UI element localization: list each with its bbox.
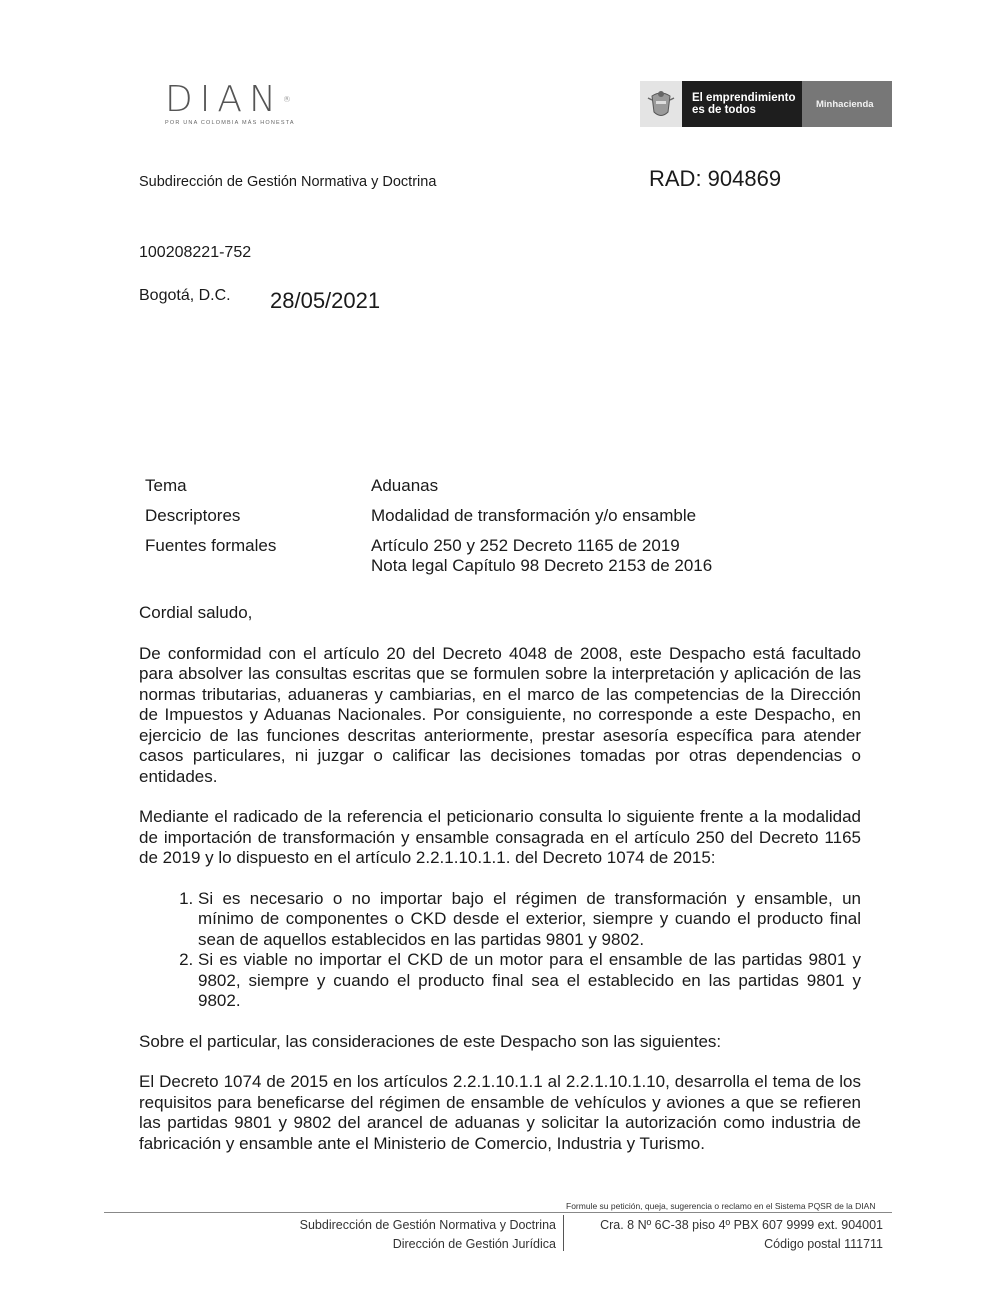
consultation-list (139, 889, 861, 1012)
paragraph-2: Mediante el radicado de la referencia el peticionario consulta lo siguiente frente a la modalidad de importación de transformación y ensamble consagrada en el artículo 250 del Decreto 1165 de 2019 y lo dispuesto en el artículo 2.2.1.10.1.1. del Decreto 1074 de 2015: (139, 807, 861, 867)
footer-left-line1: Subdirección de Gestión Normativa y Doctrina (299, 1218, 556, 1232)
dian-tagline: POR UNA COLOMBIA MÁS HONESTA (165, 120, 295, 126)
greeting: Cordial saludo, (139, 603, 253, 622)
registered-mark: ® (282, 95, 291, 104)
subdireccion-header: Subdirección de Gestión Normativa y Doctrina (139, 174, 437, 190)
city: Bogotá, D.C. (139, 287, 231, 304)
meta-row-fuentes (145, 536, 712, 576)
footer-right-line1: Cra. 8 Nº 6C-38 piso 4º PBX 607 9999 ext. 904001 (600, 1218, 883, 1232)
list-item: 2. Si es viable no importar el CKD de un motor para el ensamble de las partidas 9801 y 9802, siempre y cuando el producto final sea el establecido en las partidas 9801 y 9802. (198, 950, 861, 1012)
meta-value: Modalidad de transformación y/o ensamble (371, 506, 697, 525)
gov-slogan-line2: es de todos (692, 104, 756, 116)
paragraph-4: El Decreto 1074 de 2015 en los artículos 2.2.1.10.1.1 al 2.2.1.10.1.10, desarrolla el tema de los requisitos para beneficarse del régimen de ensamble de vehículos y aviones a que se refieren las partidas 9801 y 9802 del arancel de aduanas y solicitar la autorización como industria de fabricación y ensamble ante el Ministerio de Comercio, Industria y Turismo. (139, 1072, 861, 1153)
footer-divider (104, 1212, 892, 1213)
footer-left-line2: Dirección de Gestión Jurídica (392, 1237, 556, 1251)
footer-note: Formule su petición, queja, sugerencia o reclamo en el Sistema PQSR de la DIAN (566, 1201, 876, 1211)
meta-row-descriptores (145, 506, 712, 526)
meta-label: Tema (145, 476, 187, 495)
rad-number: RAD: 904869 (649, 166, 782, 191)
footer-office (300, 1216, 556, 1254)
coat-of-arms-icon (640, 81, 682, 127)
footer-address (600, 1216, 883, 1254)
meta-value-2: Nota legal Capítulo 98 Decreto 2153 de 2016 (371, 556, 713, 575)
footer-separator (563, 1215, 564, 1251)
list-item: 1. Si es necesario o no importar bajo el régimen de transformación y ensamble, un mínimo de componentes o CKD desde el exterior, siempre y cuando el producto final sean de aquellos establecidos en las partidas 9801 y 9802. (198, 889, 861, 951)
meta-label: Descriptores (145, 506, 241, 525)
subject-table (145, 476, 712, 586)
footer-right-line2: Código postal 111711 (764, 1237, 883, 1251)
dian-logo (165, 79, 325, 127)
minhacienda-logo (640, 81, 892, 127)
reference-number: 100208221-752 (139, 244, 252, 261)
meta-row-tema (145, 476, 712, 496)
paragraph-3: Sobre el particular, las consideraciones de este Despacho son las siguientes: (139, 1031, 722, 1051)
paragraph-1: De conformidad con el artículo 20 del Decreto 4048 de 2008, este Despacho está facultado para absolver las consultas escritas que se formulen sobre la interpretación y aplicación de las normas tributarias, aduaneras y cambiarias, en el marco de las competencias de la Dirección de Impuestos y Aduanas Nacionales. Por consiguiente, no corresponde a este Despacho, en ejercicio de las funciones descritas anteriormente, prestar asesoría específica para atender casos particulares, ni juzgar o calificar las decisiones tomadas por otras dependencias o entidades. (139, 643, 861, 786)
letter-body (139, 603, 861, 1174)
meta-label: Fuentes formales (145, 536, 277, 555)
date: 28/05/2021 (270, 288, 381, 313)
dian-wordmark: DIAN (165, 79, 283, 120)
ministry-label: Minhacienda (802, 81, 892, 127)
gov-slogan-line1: El emprendimiento (692, 92, 796, 104)
meta-value: Aduanas (371, 476, 439, 495)
meta-value: Artículo 250 y 252 Decreto 1165 de 2019 (371, 536, 680, 555)
